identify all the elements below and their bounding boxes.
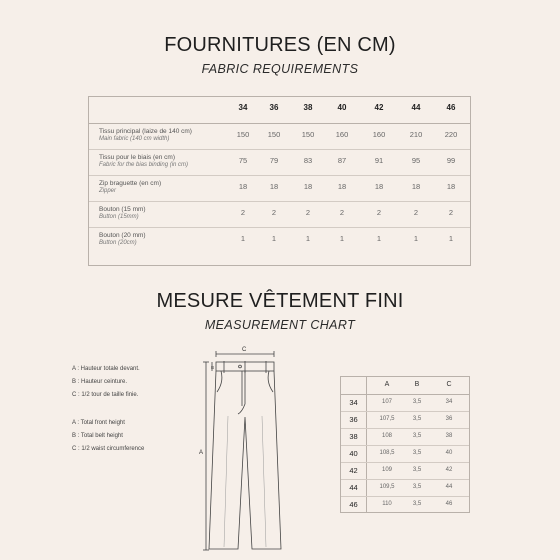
table-cell: 2 [448,208,454,217]
diagram-label-a: A [199,450,204,456]
table-cell: 87 [337,156,347,165]
table-cell: 95 [411,156,421,165]
table-cell: 46 [445,501,453,507]
column-header-b: B [414,381,420,388]
table-cell: 83 [303,156,313,165]
table-cell: 18 [269,182,279,191]
row-label-en: Button (20cm) [99,240,137,246]
row-label-en: Main fabric (140 cm width) [99,136,170,142]
table-cell: 107 [381,399,392,405]
table-cell: 44 [445,484,453,490]
table-cell: 18 [446,182,456,191]
table-cell: 110 [382,501,392,507]
table-row [341,411,469,429]
table-cell: 150 [301,130,315,139]
legend-en-b: B : Total belt height [72,433,123,439]
table-cell: 3,5 [412,399,422,405]
table-cell: 160 [372,130,386,139]
table-cell: 3,5 [412,501,422,507]
table-row [341,428,469,446]
table-row [89,123,470,150]
table-cell: 2 [339,208,345,217]
table-cell: 2 [413,208,419,217]
table-cell: 108 [381,433,392,439]
table-cell: 3,5 [412,467,422,473]
column-header-a: A [384,381,390,388]
button-icon [239,365,242,368]
table-cell: 75 [238,156,248,165]
table-row [341,445,469,463]
measurement-subtitle: MEASUREMENT CHART [204,318,356,332]
measurement-title: MESURE VÊTEMENT FINI [156,290,404,312]
table-cell: 99 [446,156,456,165]
table-cell: 2 [240,208,246,217]
table-cell: 91 [374,156,384,165]
table-cell: 38 [445,433,453,439]
row-size: 46 [349,500,358,509]
diagram-label-b: B [211,365,215,370]
row-label: Tissu principal (laize de 140 cm) [99,128,192,135]
row-size: 40 [349,449,358,458]
legend-fr-c: C : 1/2 tour de taille finie. [72,392,139,398]
row-size: 44 [349,483,358,492]
table-cell: 109,5 [379,484,395,490]
table-header-row [341,377,469,395]
table-cell: 210 [409,130,423,139]
legend-fr-b: B : Hauteur ceinture. [72,379,128,385]
size-header-38: 38 [303,103,313,112]
table-cell: 2 [271,208,277,217]
table-cell: 18 [374,182,384,191]
table-cell: 1 [240,234,246,243]
table-cell: 107,5 [379,416,395,422]
row-size: 36 [349,415,358,424]
table-row [89,201,470,228]
table-cell: 1 [413,234,419,243]
trouser-diagram [200,342,310,554]
legend-en-a: A : Total front height [72,420,125,426]
row-label-en: Fabric for the bias binding (in cm) [99,162,189,168]
table-cell: 79 [269,156,279,165]
table-row [89,175,470,202]
row-label-en: Button (15mm) [99,214,139,220]
size-header-44: 44 [411,103,421,112]
table-cell: 2 [376,208,382,217]
table-cell: 220 [444,130,458,139]
table-cell: 34 [445,399,453,405]
table-cell: 1 [339,234,345,243]
row-label: Bouton (15 mm) [99,206,146,213]
table-cell: 1 [376,234,382,243]
row-label-en: Zipper [99,188,117,194]
table-cell: 3,5 [412,433,422,439]
row-label: Tissu pour le biais (en cm) [99,154,175,161]
size-header-36: 36 [269,103,279,112]
row-label: Zip braguette (en cm) [99,180,162,187]
table-cell: 3,5 [412,450,422,456]
fabric-subtitle: FABRIC REQUIREMENTS [201,62,359,76]
table-row [341,462,469,480]
table-cell: 40 [445,450,453,456]
table-cell: 3,5 [412,416,422,422]
table-cell: 108,5 [379,450,395,456]
table-cell: 1 [448,234,454,243]
size-header-34: 34 [238,103,248,112]
table-cell: 18 [411,182,421,191]
table-cell: 18 [238,182,248,191]
table-row [89,227,470,253]
fabric-requirements-table [88,96,471,266]
table-cell: 150 [267,130,281,139]
fabric-title: FOURNITURES (EN CM) [164,34,396,56]
table-cell: 3,5 [412,484,422,490]
table-cell: 18 [337,182,347,191]
row-size: 34 [349,398,358,407]
table-cell: 150 [236,130,250,139]
table-row [341,479,469,497]
size-header-42: 42 [374,103,384,112]
table-row [89,149,470,176]
row-label: Bouton (20 mm) [99,232,146,239]
measurement-table [340,376,470,513]
table-cell: 18 [303,182,313,191]
table-row [341,394,469,412]
row-size: 42 [349,466,358,475]
table-cell: 2 [305,208,311,217]
table-cell: 36 [445,416,453,422]
table-cell: 42 [445,467,453,473]
size-header-46: 46 [446,103,456,112]
table-cell: 109 [381,467,392,473]
column-header-c: C [446,381,452,388]
diagram-label-c: C [242,347,247,353]
legend-en-c: C : 1/2 waist circumference [72,446,145,452]
legend-fr-a: A : Hauteur totale devant. [72,366,140,372]
table-row [341,496,469,513]
table-header-row [89,97,470,124]
table-cell: 160 [335,130,349,139]
table-cell: 1 [271,234,277,243]
size-header-40: 40 [337,103,347,112]
table-cell: 1 [305,234,311,243]
row-size: 38 [349,432,358,441]
